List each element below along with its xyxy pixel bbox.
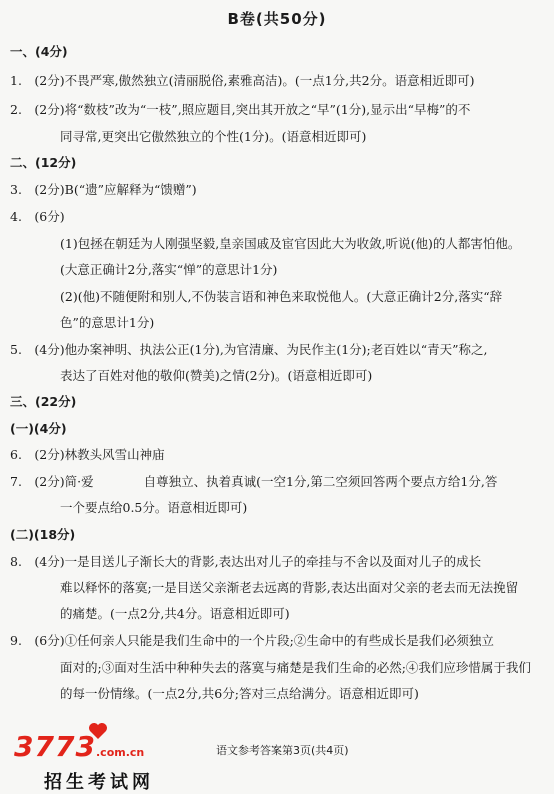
answer-6: 6. (2分)林教头风雪山神庙 [10, 448, 165, 462]
answer-9-line-2: 面对的;③面对生活中种种失去的落寞与痛楚是我们生命的必然;④我们应珍惜属于我们 [60, 661, 531, 675]
answer-8-line-3: 的痛楚。(一点2分,共4分。语意相近即可) [60, 607, 290, 621]
page-title: B卷(共50分) [227, 10, 327, 28]
answer-4-part-1-line-1: (1)包拯在朝廷为人刚强坚毅,皇亲国戚及宦官因此大为收敛,听说(他)的人都害怕他。 [60, 237, 521, 251]
watermark-logo [14, 730, 174, 793]
section-3-heading: 三、(22分) [10, 395, 77, 409]
page-footer: 语文参考答案第3页(共4页) [216, 744, 349, 757]
answer-7-line-1: 7. (2分)简·爱 自尊独立、执着真诚(一空1分,第二空须回答两个要点方给1分,答 [10, 475, 498, 489]
answer-9-line-1: 9. (6分)①任何亲人只能是我们生命中的一个片段;②生命中的有些成长是我们必须独立 [10, 634, 494, 648]
section-2-heading: 二、(12分) [10, 156, 77, 170]
answer-3: 3. (2分)B(“遗”应解释为“馈赠”) [10, 183, 197, 197]
answer-8-line-2: 难以释怀的落寞;一是目送父亲渐老去远离的背影,表达出面对父亲的老去而无法挽留 [60, 581, 519, 595]
answer-5-line-1: 5. (4分)他办案神明、执法公正(1分),为官清廉、为民作主(1分);老百姓以“青天”称之, [10, 343, 488, 357]
section-3-part-1-heading: (一)(4分) [10, 422, 67, 436]
answer-4-part-2-line-1: (2)(他)不随便附和别人,不伪装言语和神色来取悦他人。(大意正确计2分,落实“辞 [60, 290, 503, 304]
watermark-site-name: 招生考试网 [44, 772, 154, 793]
answer-4-part-2-line-2: 色”的意思计1分) [60, 316, 155, 330]
section-3-part-2-heading: (二)(18分) [10, 528, 76, 542]
answer-9-line-3: 的每一份情缘。(一点2分,共6分;答对三点给满分。语意相近即可) [60, 687, 419, 701]
answer-2-line-2: 同寻常,更突出它傲然独立的个性(1分)。(语意相近即可) [60, 130, 367, 144]
answer-7-line-2: 一个要点给0.5分。语意相近即可) [60, 501, 248, 515]
watermark-domain: .com.cn [96, 746, 145, 759]
watermark-number: 3773 [14, 730, 96, 763]
answer-4-part-1-line-2: (大意正确计2分,落实“惮”的意思计1分) [60, 263, 278, 277]
answer-8-line-1: 8. (4分)一是目送儿子渐长大的背影,表达出对儿子的牵挂与不舍以及面对儿子的成长 [10, 555, 482, 569]
answer-1: 1. (2分)不畏严寒,傲然独立(清丽脱俗,素雅高洁)。(一点1分,共2分。语意相近即可) [10, 74, 475, 88]
answer-2-line-1: 2. (2分)将“数枝”改为“一枝”,照应题目,突出其开放之“早”(1分),显示出“早梅”的不 [10, 103, 471, 117]
answer-5-line-2: 表达了百姓对他的敬仰(赞美)之情(2分)。(语意相近即可) [60, 369, 373, 383]
answer-4: 4. (6分) [10, 210, 65, 224]
section-1-heading: 一、(4分) [10, 45, 68, 59]
